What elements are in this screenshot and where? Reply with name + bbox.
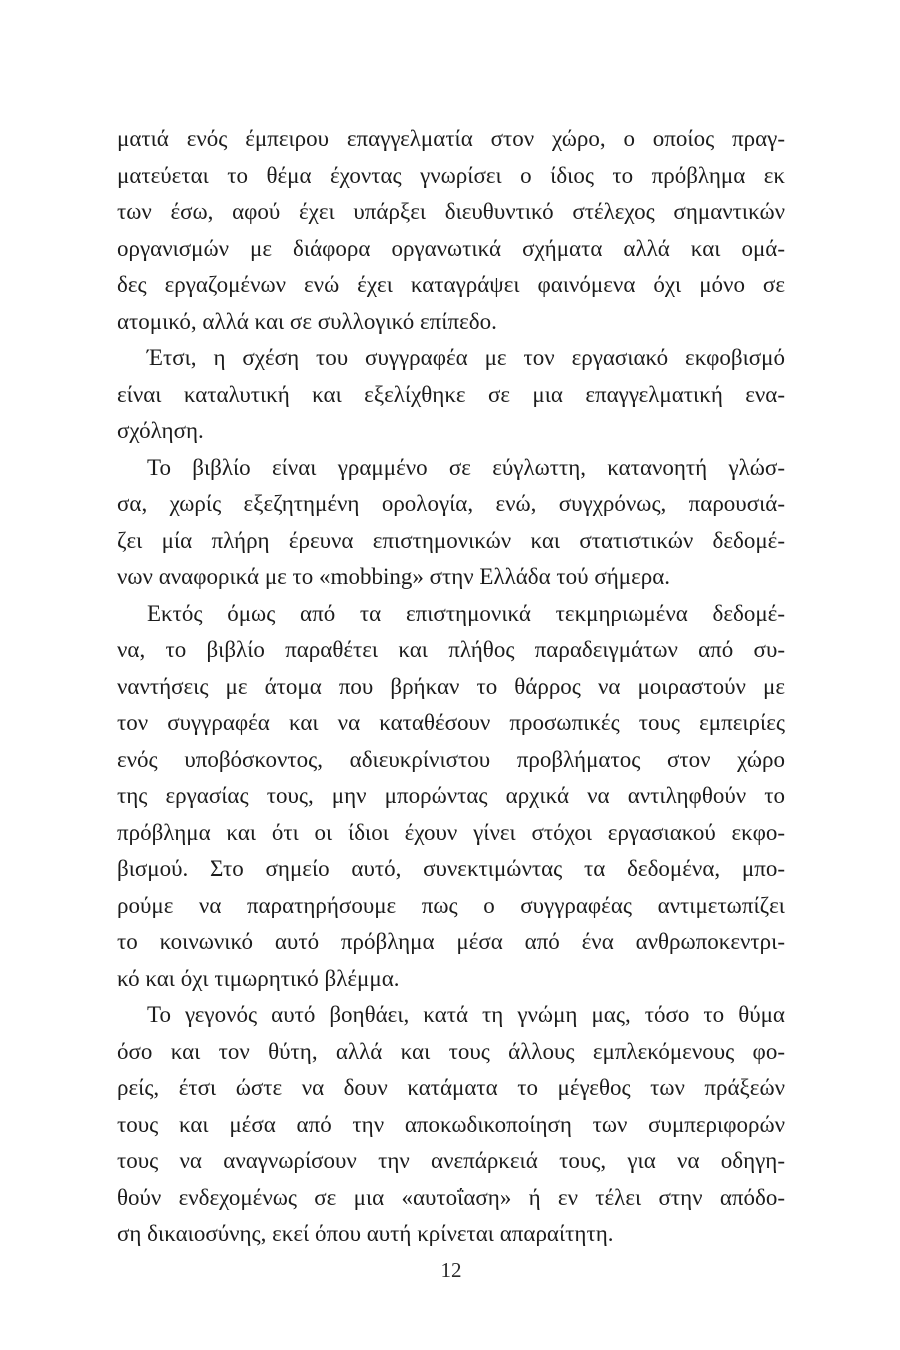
text-line: πρόβλημα και ότι οι ίδιοι έχουν γίνει στόχοι εργασιακού εκφο- <box>117 819 785 845</box>
text-line: σχόληση. <box>117 418 204 443</box>
text-line: σα, χωρίς εξεζητημένη ορολογία, ενώ, συγχρόνως, παρουσιά- <box>117 491 785 516</box>
paragraph <box>117 596 785 998</box>
text-line: ση δικαιοσύνης, εκεί όπου αυτή κρίνεται απαραίτητη. <box>117 1221 614 1246</box>
text-line: Το γεγονός αυτό βοηθάει, κατά τη γνώμη μας, τόσο το θύμα <box>147 1002 785 1027</box>
text-line: ρείς, έτσι ώστε να δουν κατάματα το μέγεθος των πράξεών <box>117 1075 785 1100</box>
text-line: δες εργαζομένων ενώ έχει καταγράψει φαινόμενα όχι μόνο σε <box>117 272 785 297</box>
text-line: τους να αναγνωρίσουν την ανεπάρκειά τους, για να οδηγη- <box>117 1148 785 1173</box>
text-line: νων αναφορικά με το «mobbing» στην Ελλάδα τού σήμερα. <box>117 564 671 589</box>
text-line: το κοινωνικό αυτό πρόβλημα μέσα από ένα ανθρωποκεντρι- <box>117 929 785 954</box>
text-line: ζει μία πλήρη έρευνα επιστημονικών και στατιστικών δεδομέ- <box>117 527 785 553</box>
text-line: ρούμε να παρατηρήσουμε πως ο συγγραφέας αντιμετωπίζει <box>117 892 785 918</box>
text-line: Έτσι, η σχέση του συγγραφέα με τον εργασιακό εκφοβισμό <box>147 345 785 370</box>
text-line: ατομικό, αλλά και σε συλλογικό επίπεδο. <box>117 308 497 334</box>
text-line: ματιά ενός έμπειρου επαγγελματία στον χώρο, ο οποίος πραγ- <box>117 126 785 151</box>
paragraph <box>117 450 785 596</box>
text-line: οργανισμών με διάφορα οργανωτικά σχήματα αλλά και ομά- <box>117 235 785 261</box>
text-line: βισμού. Στο σημείο αυτό, συνεκτιμώντας τα δεδομένα, μπο- <box>117 856 785 881</box>
paragraph <box>117 121 785 340</box>
text-line: των έσω, αφού έχει υπάρξει διευθυντικό στέλεχος σημαντικών <box>117 199 785 224</box>
text-line: της εργασίας τους, μην μπορώντας αρχικά να αντιληφθούν το <box>117 783 785 808</box>
text-line: είναι καταλυτική και εξελίχθηκε σε μια επαγγελματική ενα- <box>117 381 785 407</box>
text-line: ματεύεται το θέμα έχοντας γνωρίσει ο ίδιος το πρόβλημα εκ <box>117 162 785 188</box>
text-line: τους και μέσα από την αποκωδικοποίηση των συμπεριφορών <box>117 1111 785 1137</box>
text-line: θούν ενδεχομένως σε μια «αυτοΐαση» ή εν τέλει στην απόδο- <box>117 1184 785 1210</box>
paragraph <box>117 340 785 450</box>
text-line: Το βιβλίο είναι γραμμένο σε εύγλωττη, κατανοητή γλώσ- <box>147 454 785 480</box>
text-line: ναντήσεις με άτομα που βρήκαν το θάρρος να μοιραστούν με <box>117 673 785 699</box>
paragraph <box>117 997 785 1253</box>
text-line: κό και όχι τιμωρητικό βλέμμα. <box>117 965 400 991</box>
text-line: τον συγγραφέα και να καταθέσουν προσωπικές τους εμπειρίες <box>117 710 785 735</box>
text-line: όσο και τον θύτη, αλλά και τους άλλους εμπλεκόμενους φο- <box>117 1038 785 1064</box>
page-number: 12 <box>440 1258 462 1282</box>
text-line: Εκτός όμως από τα επιστημονικά τεκμηριωμένα δεδομέ- <box>147 600 785 626</box>
body-text <box>117 121 785 1253</box>
text-line: να, το βιβλίο παραθέτει και πλήθος παραδειγμάτων από συ- <box>117 637 785 662</box>
text-line: ενός υποβόσκοντος, αδιευκρίνιστου προβλήματος στον χώρο <box>117 746 785 772</box>
